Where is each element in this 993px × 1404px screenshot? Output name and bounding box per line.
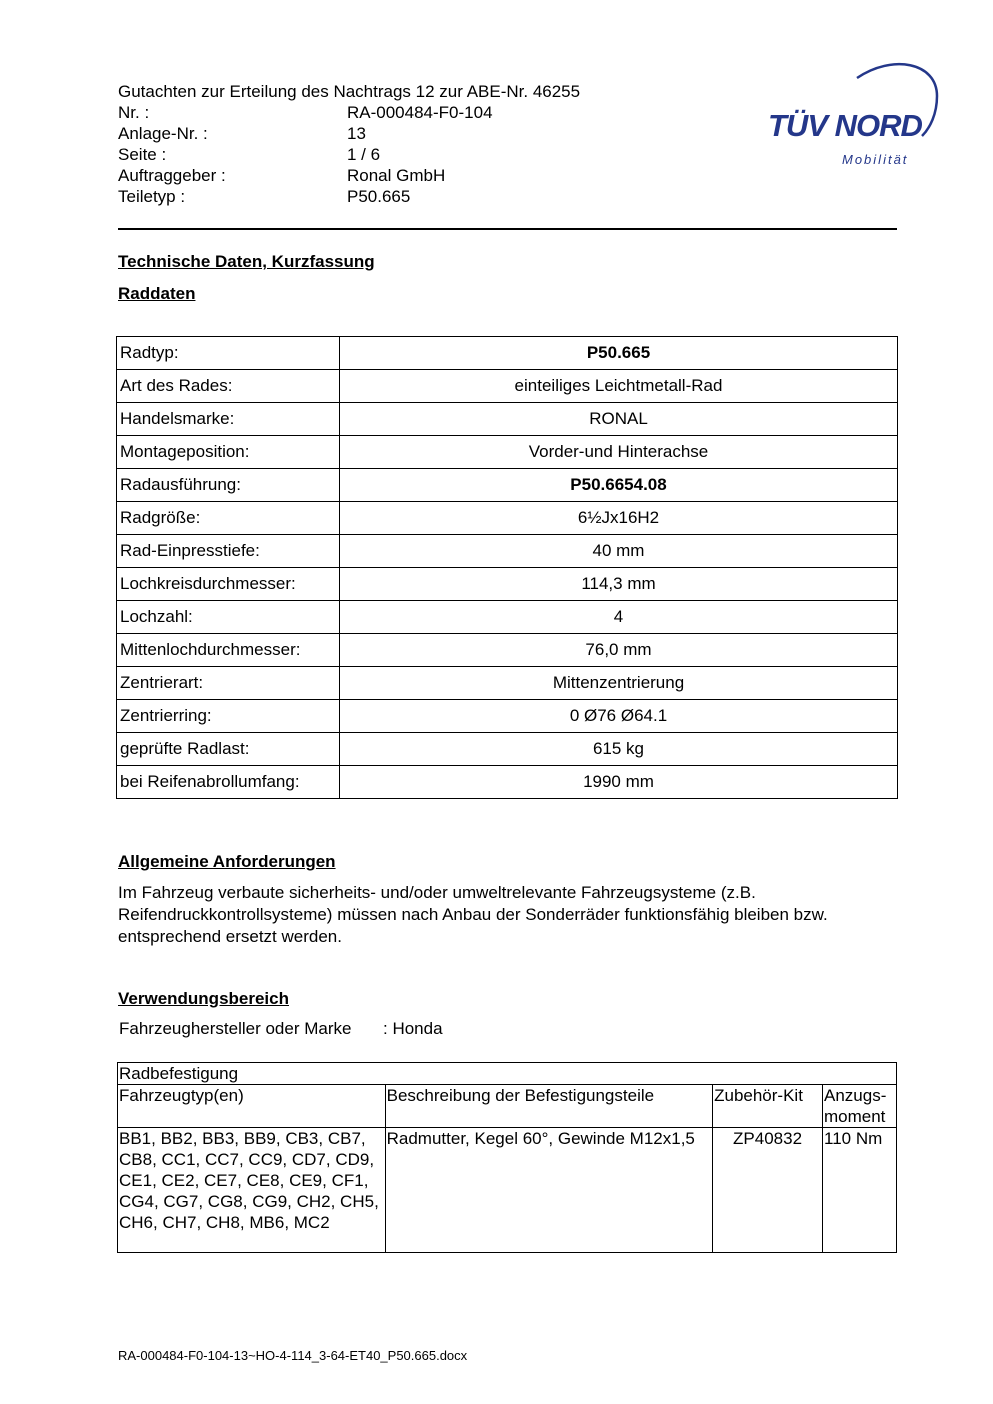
raddaten-table xyxy=(116,336,898,799)
raddaten-row xyxy=(117,403,898,436)
section-heading-allgemein: Allgemeine Anforderungen xyxy=(118,852,336,871)
cell-beschreibung: Radmutter, Kegel 60°, Gewinde M12x1,5 xyxy=(385,1128,712,1253)
raddaten-row xyxy=(117,469,898,502)
logo-subtitle: Mobilität xyxy=(842,152,909,167)
header-value: 13 xyxy=(347,124,366,143)
header-anzugsmoment: Anzugs-moment xyxy=(823,1085,897,1128)
tuv-nord-logo xyxy=(762,56,942,171)
raddaten-label: Rad-Einpresstiefe: xyxy=(117,535,340,568)
raddaten-value: RONAL xyxy=(340,403,898,436)
header-label: Nr. : xyxy=(118,103,150,122)
radbefestigung-table xyxy=(117,1062,897,1253)
header-label: Seite : xyxy=(118,145,167,164)
raddaten-label: geprüfte Radlast: xyxy=(117,733,340,766)
raddaten-label: Mittenlochdurchmesser: xyxy=(117,634,340,667)
raddaten-label: Radausführung: xyxy=(117,469,340,502)
header-value: Ronal GmbH xyxy=(347,166,446,185)
raddaten-value: 6½Jx16H2 xyxy=(340,502,898,535)
raddaten-label: Zentrierart: xyxy=(117,667,340,700)
raddaten-value: 40 mm xyxy=(340,535,898,568)
raddaten-value: Vorder-und Hinterachse xyxy=(340,436,898,469)
raddaten-label: Lochzahl: xyxy=(117,601,340,634)
section-heading-raddaten: Raddaten xyxy=(118,284,196,303)
raddaten-value: 615 kg xyxy=(340,733,898,766)
raddaten-row xyxy=(117,568,898,601)
header-zubehoer-kit: Zubehör-Kit xyxy=(713,1085,823,1128)
raddaten-value: 76,0 mm xyxy=(340,634,898,667)
header-value: 1 / 6 xyxy=(347,145,381,164)
header-label: Anlage-Nr. : xyxy=(118,124,208,143)
header-divider xyxy=(118,228,897,230)
raddaten-value: P50.665 xyxy=(340,337,898,370)
header-beschreibung: Beschreibung der Befestigungsteile xyxy=(385,1085,712,1128)
raddaten-row xyxy=(117,502,898,535)
header-value: RA-000484-F0-104 xyxy=(347,103,493,122)
raddaten-row xyxy=(117,766,898,799)
raddaten-label: Radgröße: xyxy=(117,502,340,535)
maker-value: : Honda xyxy=(383,1019,443,1038)
cell-zubehoer-kit: ZP40832 xyxy=(713,1128,823,1253)
maker-row xyxy=(119,1019,443,1039)
raddaten-row xyxy=(117,667,898,700)
header-label: Teiletyp : xyxy=(118,187,186,206)
raddaten-label: Lochkreisdurchmesser: xyxy=(117,568,340,601)
raddaten-label: bei Reifenabrollumfang: xyxy=(117,766,340,799)
befestigung-title: Radbefestigung xyxy=(118,1063,897,1085)
raddaten-label: Montageposition: xyxy=(117,436,340,469)
raddaten-value: 1990 mm xyxy=(340,766,898,799)
raddaten-value: einteiliges Leichtmetall-Rad xyxy=(340,370,898,403)
footer-filename: RA-000484-F0-104-13~HO-4-114_3-64-ET40_P50.665.docx xyxy=(118,1348,468,1363)
raddaten-label: Art des Rades: xyxy=(117,370,340,403)
section-heading-verwendung: Verwendungsbereich xyxy=(118,989,289,1008)
raddaten-row xyxy=(117,370,898,403)
raddaten-row xyxy=(117,601,898,634)
raddaten-label: Handelsmarke: xyxy=(117,403,340,436)
section-heading-tech: Technische Daten, Kurzfassung xyxy=(118,252,375,271)
raddaten-row xyxy=(117,436,898,469)
raddaten-row xyxy=(117,733,898,766)
raddaten-value: Mittenzentrierung xyxy=(340,667,898,700)
raddaten-value: 0 Ø76 Ø64.1 xyxy=(340,700,898,733)
header-label: Auftraggeber : xyxy=(118,166,226,185)
raddaten-label: Zentrierring: xyxy=(117,700,340,733)
maker-label: Fahrzeughersteller oder Marke xyxy=(119,1019,352,1038)
allgemein-paragraph: Im Fahrzeug verbaute sicherheits- und/oder umweltrelevante Fahrzeugsysteme (z.B. Reifendruckkontrollsysteme) müssen nach Anbau der Sonderräder funktionsfähig bleiben bzw. entsprechend ersetzt werden. xyxy=(118,883,828,946)
raddaten-row xyxy=(117,634,898,667)
raddaten-label: Radtyp: xyxy=(117,337,340,370)
raddaten-row xyxy=(117,337,898,370)
cell-fahrzeugtypen: BB1, BB2, BB3, BB9, CB3, CB7, CB8, CC1, CC7, CC9, CD7, CD9, CE1, CE2, CE7, CE8, CE9, CF1, CG4, CG7, CG8, CG9, CH2, CH5, CH6, CH7, CH8, MB6, MC2 xyxy=(118,1128,386,1253)
raddaten-row xyxy=(117,535,898,568)
raddaten-value: 114,3 mm xyxy=(340,568,898,601)
header-fahrzeugtyp: Fahrzeugtyp(en) xyxy=(118,1085,386,1128)
report-title: Gutachten zur Erteilung des Nachtrags 12 zur ABE-Nr. 46255 xyxy=(118,82,581,101)
raddaten-row xyxy=(117,700,898,733)
logo-brand: TÜV NORD xyxy=(768,108,922,143)
header-value: P50.665 xyxy=(347,187,411,206)
raddaten-value: P50.6654.08 xyxy=(340,469,898,502)
raddaten-value: 4 xyxy=(340,601,898,634)
cell-anzugsmoment: 110 Nm xyxy=(823,1128,897,1253)
